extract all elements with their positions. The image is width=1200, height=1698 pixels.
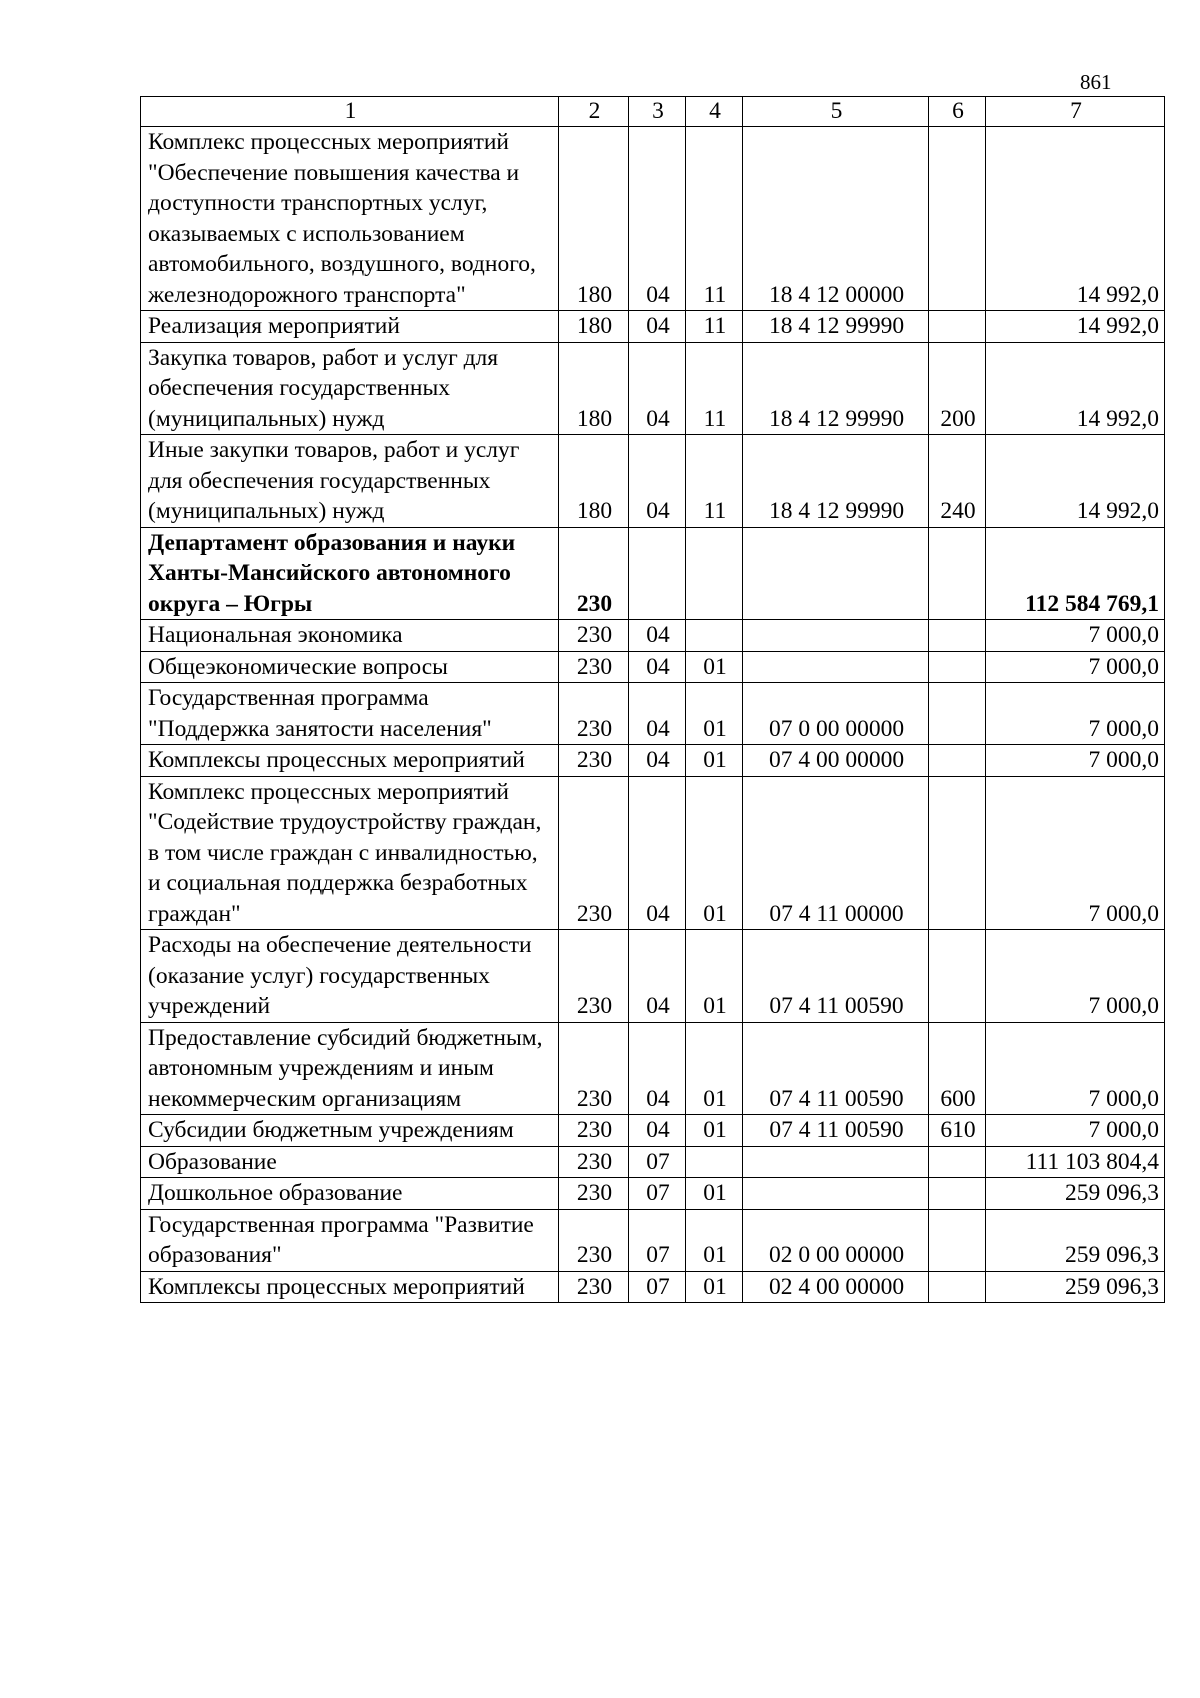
row-amount-cell: 7 000,0 <box>986 620 1165 652</box>
row-name-cell: Департамент образования и науки Ханты-Мансийского автономного округа – Югры <box>141 527 559 620</box>
row-name-cell: Расходы на обеспечение деятельности (оказание услуг) государственных учреждений <box>141 930 559 1023</box>
table-row <box>141 930 1165 1023</box>
row-name-cell: Общеэкономические вопросы <box>141 651 559 683</box>
table-header-row <box>141 97 1165 127</box>
row-code-2-cell: 180 <box>559 435 629 528</box>
row-code-2-cell: 180 <box>559 127 629 311</box>
row-code-5-cell <box>743 620 929 652</box>
row-code-2-cell: 230 <box>559 1209 629 1271</box>
row-name-cell: Закупка товаров, работ и услуг для обеспечения государственных (муниципальных) нужд <box>141 342 559 435</box>
table-row <box>141 620 1165 652</box>
row-code-2-cell: 230 <box>559 683 629 745</box>
row-amount-cell: 7 000,0 <box>986 683 1165 745</box>
row-code-6-cell <box>929 311 986 343</box>
row-code-4-cell: 01 <box>686 1115 743 1147</box>
row-code-3-cell: 04 <box>629 930 686 1023</box>
row-code-3-cell: 04 <box>629 435 686 528</box>
row-code-6-cell <box>929 651 986 683</box>
row-code-4-cell: 11 <box>686 435 743 528</box>
row-code-6-cell <box>929 745 986 777</box>
row-code-2-cell: 180 <box>559 311 629 343</box>
row-code-4-cell <box>686 1146 743 1178</box>
row-name-cell: Комплекс процессных мероприятий "Обеспечение повышения качества и доступности транспортных услуг, оказываемых с использованием автомобильного, воздушного, водного, железнодорожного транспорта" <box>141 127 559 311</box>
table-row <box>141 683 1165 745</box>
row-name-cell: Государственная программа "Поддержка занятости населения" <box>141 683 559 745</box>
table-row <box>141 1022 1165 1115</box>
row-amount-cell: 14 992,0 <box>986 127 1165 311</box>
row-code-4-cell: 01 <box>686 1209 743 1271</box>
table-row <box>141 127 1165 311</box>
row-code-6-cell <box>929 127 986 311</box>
row-amount-cell: 112 584 769,1 <box>986 527 1165 620</box>
row-code-6-cell <box>929 1178 986 1210</box>
row-code-5-cell: 07 4 11 00000 <box>743 776 929 930</box>
row-code-5-cell <box>743 527 929 620</box>
column-header: 5 <box>743 97 929 127</box>
row-code-2-cell: 230 <box>559 745 629 777</box>
row-code-6-cell <box>929 527 986 620</box>
table-row <box>141 651 1165 683</box>
row-amount-cell: 14 992,0 <box>986 435 1165 528</box>
row-code-2-cell: 230 <box>559 1115 629 1147</box>
row-code-2-cell: 230 <box>559 527 629 620</box>
row-name-cell: Реализация мероприятий <box>141 311 559 343</box>
column-header: 1 <box>141 97 559 127</box>
row-code-6-cell <box>929 620 986 652</box>
row-code-5-cell: 18 4 12 99990 <box>743 435 929 528</box>
row-code-4-cell: 01 <box>686 930 743 1023</box>
row-code-3-cell: 04 <box>629 127 686 311</box>
row-code-3-cell: 04 <box>629 311 686 343</box>
row-code-4-cell: 11 <box>686 127 743 311</box>
table-row <box>141 1178 1165 1210</box>
table-row <box>141 342 1165 435</box>
row-name-cell: Национальная экономика <box>141 620 559 652</box>
row-code-5-cell: 02 0 00 00000 <box>743 1209 929 1271</box>
row-code-3-cell: 04 <box>629 1115 686 1147</box>
row-code-3-cell: 07 <box>629 1146 686 1178</box>
row-code-2-cell: 180 <box>559 342 629 435</box>
table-row <box>141 1209 1165 1271</box>
row-code-5-cell <box>743 1146 929 1178</box>
row-amount-cell: 7 000,0 <box>986 1115 1165 1147</box>
table-row <box>141 435 1165 528</box>
row-code-6-cell <box>929 930 986 1023</box>
row-code-4-cell: 01 <box>686 1178 743 1210</box>
row-amount-cell: 14 992,0 <box>986 342 1165 435</box>
row-code-3-cell: 07 <box>629 1271 686 1303</box>
row-code-6-cell: 200 <box>929 342 986 435</box>
row-code-3-cell: 04 <box>629 620 686 652</box>
row-code-6-cell <box>929 1146 986 1178</box>
row-code-4-cell: 01 <box>686 745 743 777</box>
table-row <box>141 527 1165 620</box>
row-code-2-cell: 230 <box>559 651 629 683</box>
row-code-6-cell <box>929 683 986 745</box>
row-amount-cell: 259 096,3 <box>986 1209 1165 1271</box>
row-amount-cell: 259 096,3 <box>986 1178 1165 1210</box>
row-code-6-cell: 240 <box>929 435 986 528</box>
row-code-4-cell: 11 <box>686 311 743 343</box>
column-header: 6 <box>929 97 986 127</box>
row-amount-cell: 7 000,0 <box>986 1022 1165 1115</box>
column-header: 4 <box>686 97 743 127</box>
table-row <box>141 1115 1165 1147</box>
table-row <box>141 776 1165 930</box>
row-code-3-cell: 04 <box>629 683 686 745</box>
table-row <box>141 745 1165 777</box>
page-number: 861 <box>1080 70 1112 94</box>
row-name-cell: Иные закупки товаров, работ и услуг для обеспечения государственных (муниципальных) нужд <box>141 435 559 528</box>
row-code-5-cell: 07 4 11 00590 <box>743 1022 929 1115</box>
row-code-3-cell: 04 <box>629 776 686 930</box>
table-body <box>141 127 1165 1303</box>
budget-table <box>140 96 1165 1303</box>
column-header: 3 <box>629 97 686 127</box>
row-code-6-cell: 600 <box>929 1022 986 1115</box>
row-code-5-cell: 07 4 11 00590 <box>743 930 929 1023</box>
row-name-cell: Комплексы процессных мероприятий <box>141 745 559 777</box>
row-amount-cell: 111 103 804,4 <box>986 1146 1165 1178</box>
row-amount-cell: 259 096,3 <box>986 1271 1165 1303</box>
row-name-cell: Предоставление субсидий бюджетным, автономным учреждениям и иным некоммерческим организациям <box>141 1022 559 1115</box>
row-code-3-cell: 07 <box>629 1178 686 1210</box>
row-code-5-cell <box>743 651 929 683</box>
row-code-5-cell: 18 4 12 99990 <box>743 311 929 343</box>
row-amount-cell: 7 000,0 <box>986 930 1165 1023</box>
row-code-5-cell: 02 4 00 00000 <box>743 1271 929 1303</box>
column-header: 2 <box>559 97 629 127</box>
row-code-5-cell: 07 4 00 00000 <box>743 745 929 777</box>
column-header: 7 <box>986 97 1165 127</box>
row-code-3-cell: 07 <box>629 1209 686 1271</box>
row-code-3-cell: 04 <box>629 342 686 435</box>
row-name-cell: Дошкольное образование <box>141 1178 559 1210</box>
row-code-3-cell: 04 <box>629 745 686 777</box>
row-code-6-cell: 610 <box>929 1115 986 1147</box>
row-code-3-cell <box>629 527 686 620</box>
row-code-2-cell: 230 <box>559 1022 629 1115</box>
row-code-2-cell: 230 <box>559 930 629 1023</box>
row-code-2-cell: 230 <box>559 776 629 930</box>
row-code-4-cell: 01 <box>686 776 743 930</box>
row-amount-cell: 14 992,0 <box>986 311 1165 343</box>
row-code-5-cell <box>743 1178 929 1210</box>
table-row <box>141 311 1165 343</box>
row-code-6-cell <box>929 776 986 930</box>
row-code-4-cell: 01 <box>686 683 743 745</box>
row-code-4-cell: 01 <box>686 1022 743 1115</box>
row-code-5-cell: 18 4 12 00000 <box>743 127 929 311</box>
row-name-cell: Субсидии бюджетным учреждениям <box>141 1115 559 1147</box>
row-amount-cell: 7 000,0 <box>986 651 1165 683</box>
row-code-2-cell: 230 <box>559 1271 629 1303</box>
row-name-cell: Комплекс процессных мероприятий "Содействие трудоустройству граждан, в том числе граждан с инвалидностью, и социальная поддержка безработных граждан" <box>141 776 559 930</box>
row-code-4-cell <box>686 620 743 652</box>
row-code-6-cell <box>929 1209 986 1271</box>
row-code-2-cell: 230 <box>559 620 629 652</box>
table-row <box>141 1146 1165 1178</box>
row-code-3-cell: 04 <box>629 1022 686 1115</box>
row-amount-cell: 7 000,0 <box>986 745 1165 777</box>
row-name-cell: Государственная программа "Развитие образования" <box>141 1209 559 1271</box>
row-code-5-cell: 07 4 11 00590 <box>743 1115 929 1147</box>
row-amount-cell: 7 000,0 <box>986 776 1165 930</box>
row-name-cell: Образование <box>141 1146 559 1178</box>
row-code-4-cell: 01 <box>686 1271 743 1303</box>
table-row <box>141 1271 1165 1303</box>
row-code-5-cell: 07 0 00 00000 <box>743 683 929 745</box>
row-code-3-cell: 04 <box>629 651 686 683</box>
row-code-2-cell: 230 <box>559 1178 629 1210</box>
row-code-4-cell: 11 <box>686 342 743 435</box>
row-code-4-cell: 01 <box>686 651 743 683</box>
row-code-2-cell: 230 <box>559 1146 629 1178</box>
row-name-cell: Комплексы процессных мероприятий <box>141 1271 559 1303</box>
row-code-5-cell: 18 4 12 99990 <box>743 342 929 435</box>
row-code-6-cell <box>929 1271 986 1303</box>
row-code-4-cell <box>686 527 743 620</box>
